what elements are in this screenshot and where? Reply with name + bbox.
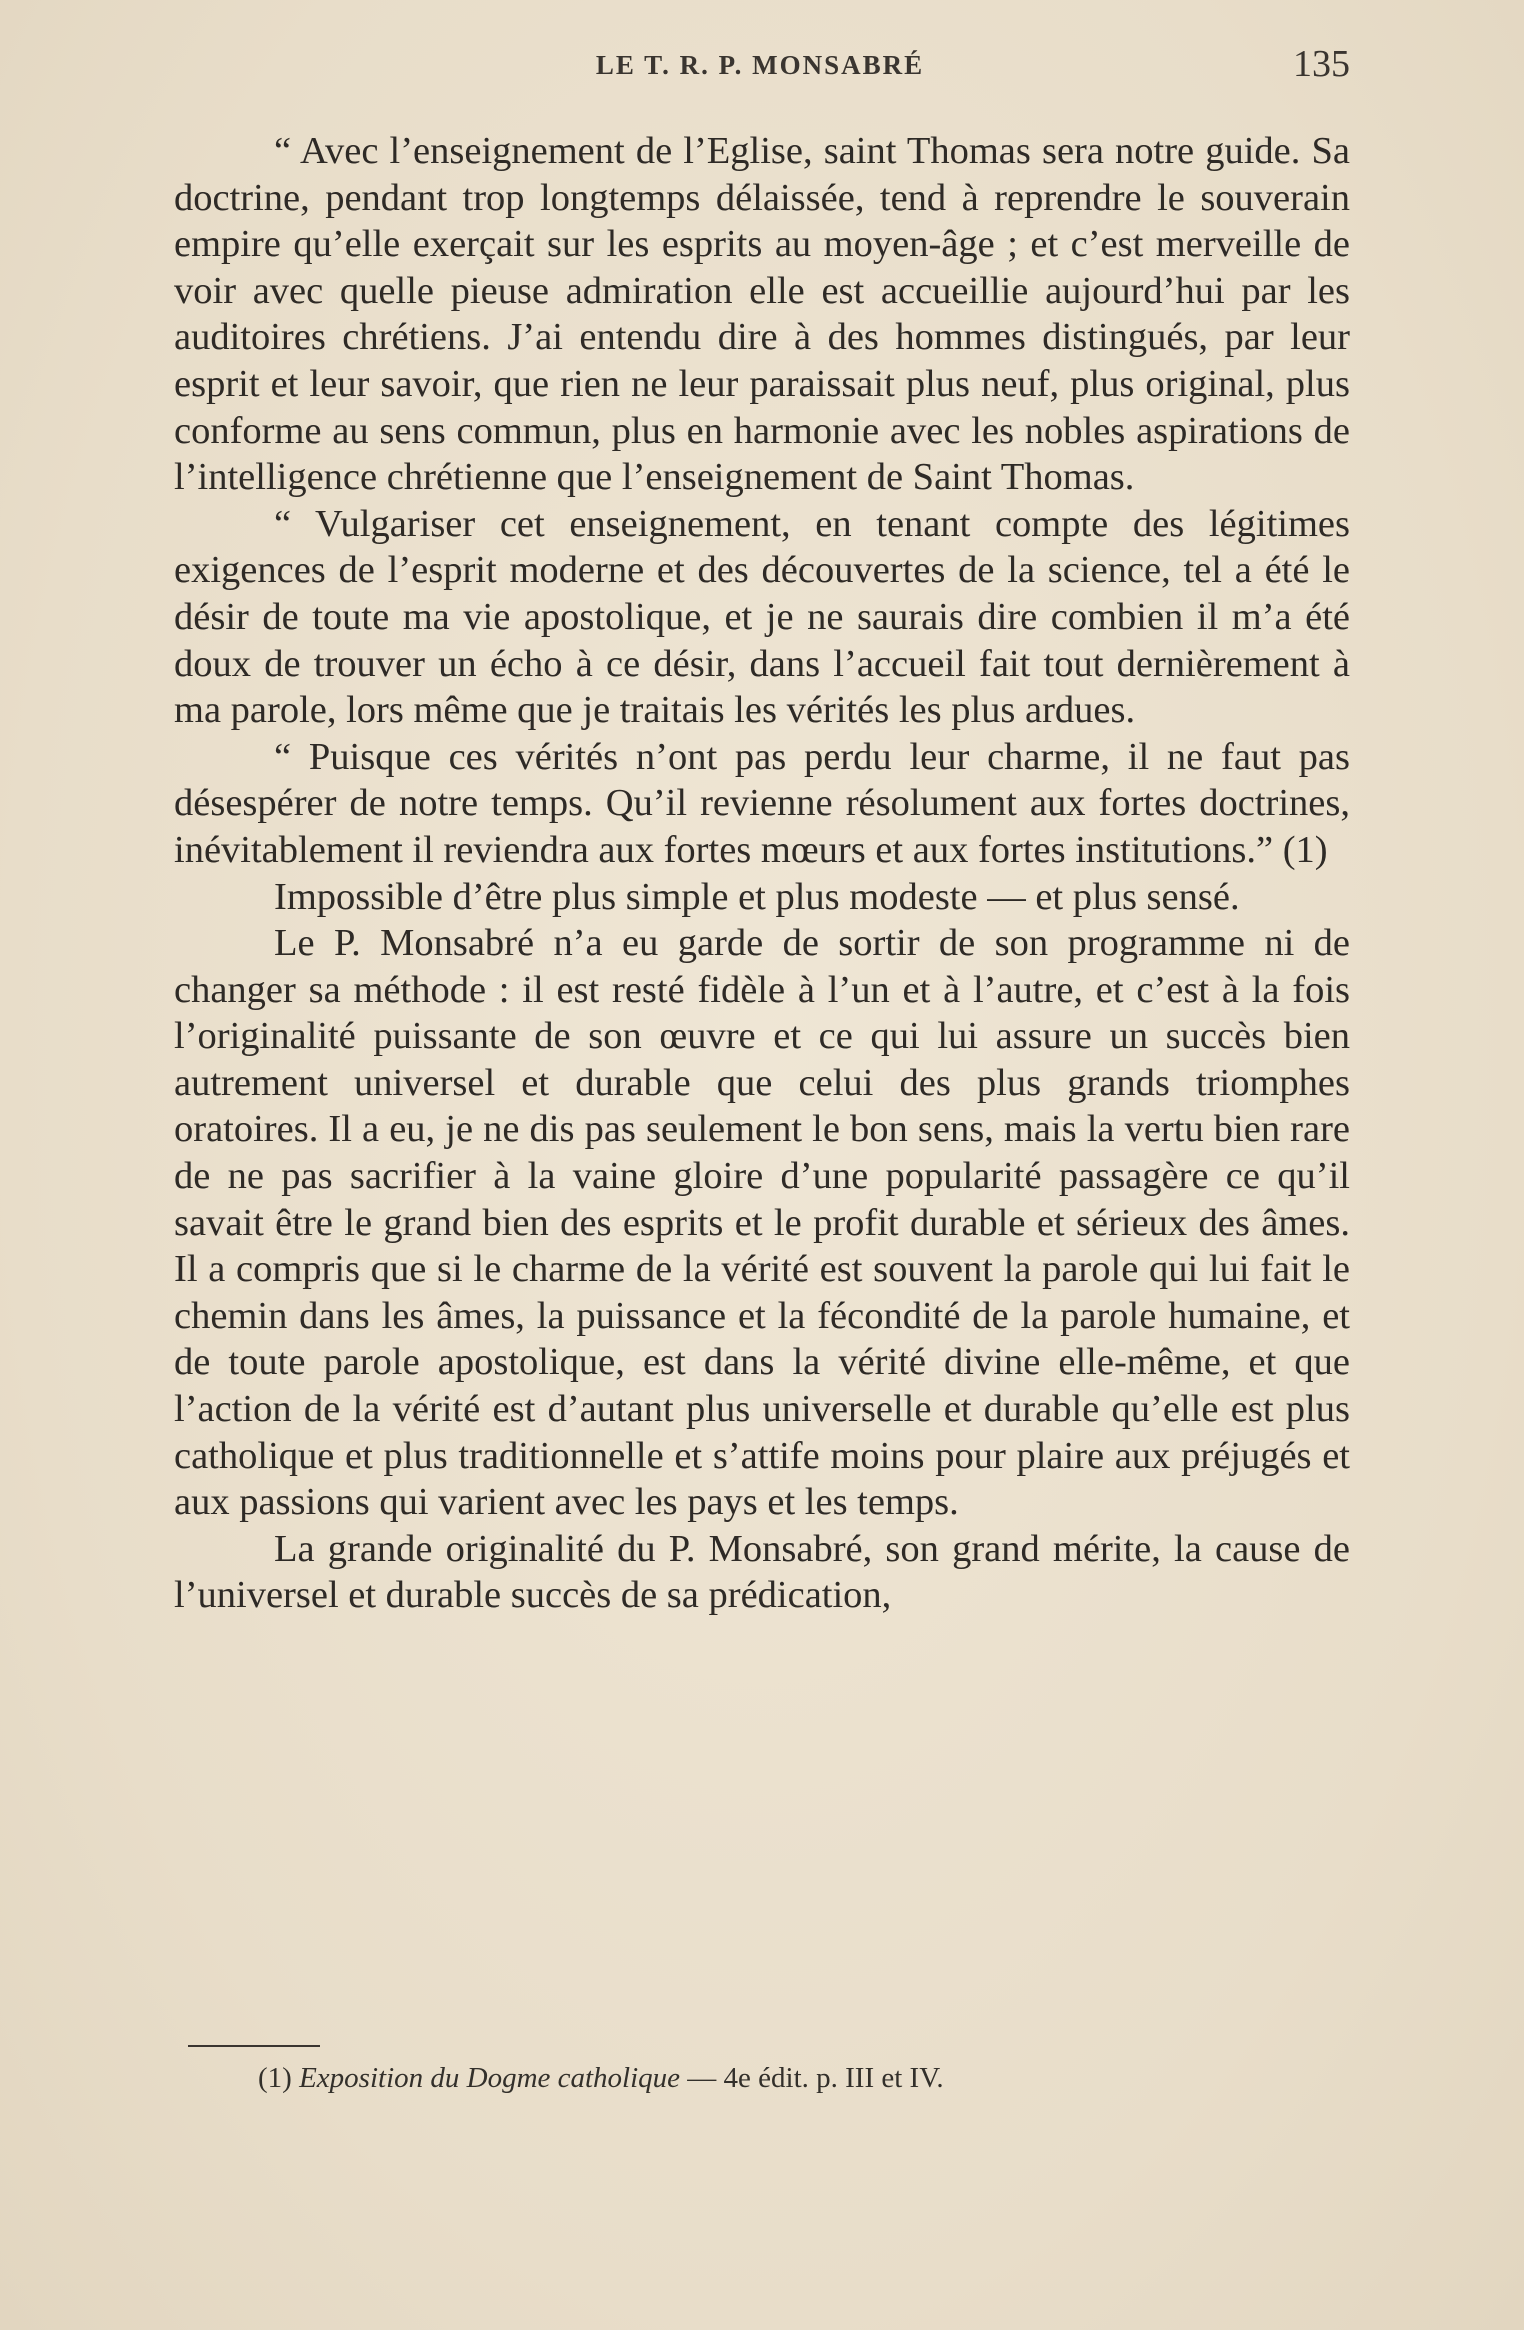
footnote-rest: — 4e édit. p. III et IV. xyxy=(687,2062,944,2094)
paragraph-6: La grande originalité du P. Monsabré, son grand mérite, la cause de l’universel et durable succès de sa prédication, xyxy=(174,1527,1350,1617)
footnote-title: Exposition du Dogme catholique xyxy=(299,2062,681,2094)
page-header xyxy=(170,38,1350,98)
footnote-rule xyxy=(188,2045,320,2047)
paragraph-4: Impossible d’être plus simple et plus modeste — et plus sensé. xyxy=(274,875,1240,918)
paragraph-1: “ Avec l’enseignement de l’Eglise, saint Thomas sera notre guide. Sa doctrine, pendant trop longtemps délaissée, tend à reprendre le souverain empire qu’elle exerçait sur les esprits au moyen-âge ; et c’est merveille de voir avec quelle pieuse admiration elle est accueillie aujourd’hui par les auditoires chrétiens. J’ai entendu dire à des hommes distingués, par leur esprit et leur savoir, que rien ne leur paraissait plus neuf, plus original, plus conforme au sens commun, plus en harmonie avec les nobles aspirations de l’intelligence chrétienne que l’enseignement de Saint Thomas. xyxy=(174,130,1350,499)
footnote-marker: (1) xyxy=(258,2062,292,2094)
running-title: LE T. R. P. MONSABRÉ xyxy=(595,50,925,80)
paragraph-2: “ Vulgariser cet enseignement, en tenant compte des légitimes exigences de l’esprit moderne et des découvertes de la science, tel a été le désir de toute ma vie apostolique, et je ne saurais dire combien il m’a été doux de trouver un écho à ce désir, dans l’accueil fait tout dernièrement à ma parole, lors même que je traitais les vérités les plus ardues. xyxy=(174,502,1350,732)
page-number: 135 xyxy=(1293,43,1350,85)
body-text xyxy=(174,128,1350,1619)
paragraph-3: “ Puisque ces vérités n’ont pas perdu leur charme, il ne faut pas désespérer de notre temps. Qu’il revienne résolument aux fortes doctrines, inévitablement il reviendra aux fortes mœurs et aux fortes institutions.” (1) xyxy=(174,735,1350,871)
paragraph-5: Le P. Monsabré n’a eu garde de sortir de son programme ni de changer sa méthode : il est resté fidèle à l’un et à l’autre, et c’est à la fois l’originalité puissante de son œuvre et ce qui lui assure un succès bien autrement universel et durable que celui des plus grands triomphes oratoires. Il a eu, je ne dis pas seulement le bon sens, mais la vertu bien rare de ne pas sacrifier à la vaine gloire d’une popularité passagère ce qu’il savait être le grand bien des esprits et le profit durable et sérieux des âmes. Il a compris que si le charme de la vérité est souvent la parole qui lui fait le chemin dans les âmes, la puissance et la fécondité de la parole humaine, et de toute parole apostolique, est dans la vérité divine elle-même, et que l’action de la vérité est d’autant plus universelle et durable qu’elle est plus catholique et plus traditionnelle et s’attife moins pour plaire aux préjugés et aux passions qui varient avec les pays et les temps. xyxy=(174,922,1350,1524)
footnote xyxy=(258,2060,1308,2096)
